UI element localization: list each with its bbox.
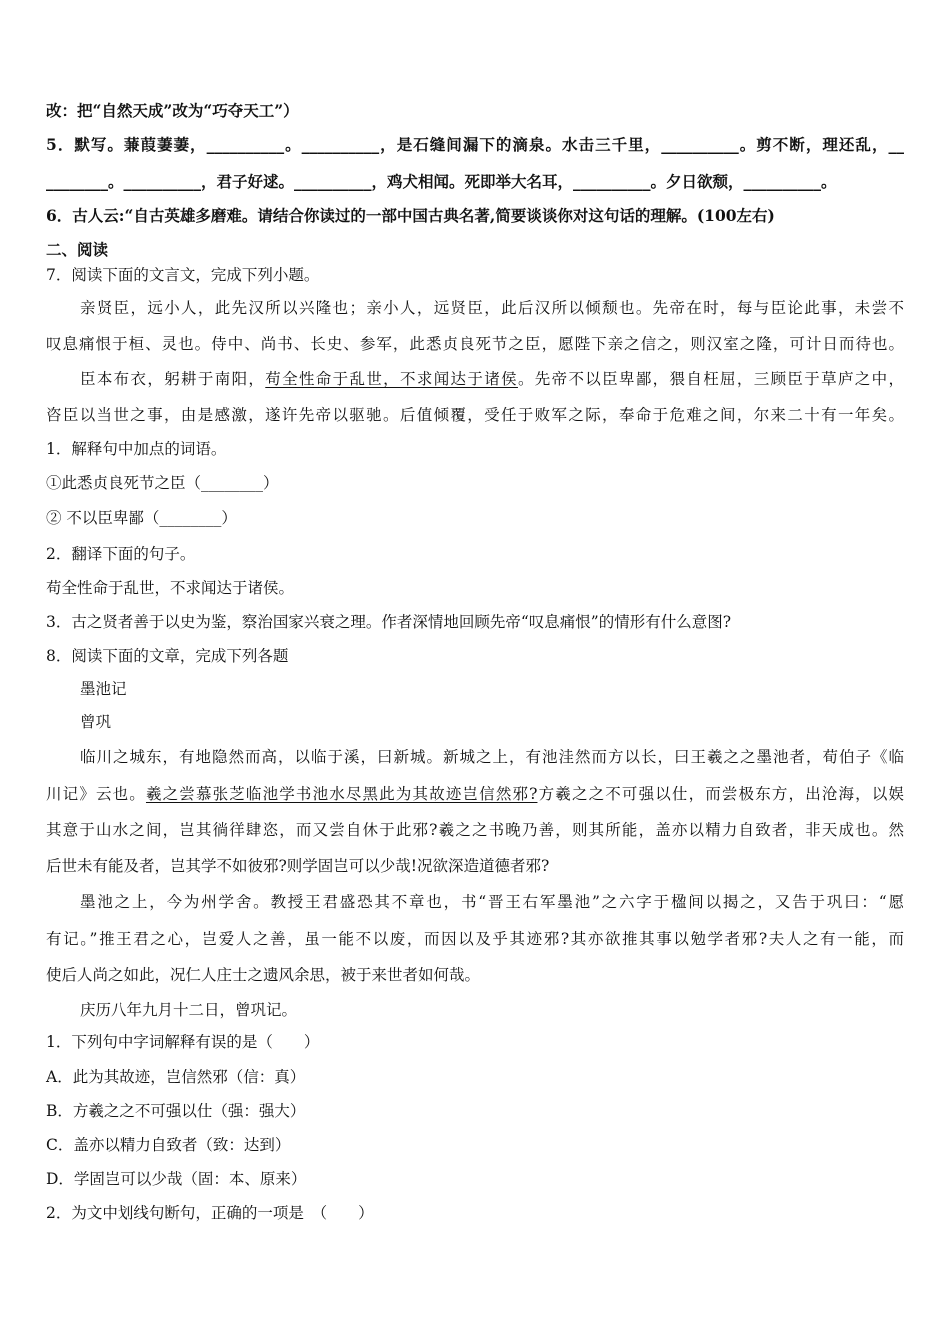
q8-para2-line2: 有记。”推王君之心，岂爱人之善，虽一能不以废，而因以及乎其迹邪?其亦欲推其事以勉学者邪?夫人之有一能，而 [46,930,904,948]
q8-para2-line1: 墨池之上，今为州学舍。教授王君盛恐其不章也，书“晋王右军墨池”之六字于楹间以揭之，又告于巩曰：“愿 [80,893,904,911]
q8-mc1: 1．下列句中字词解释有误的是（ ） [46,1033,320,1051]
q7-sub2-sentence: 苟全性命于乱世，不求闻达于诸侯。 [46,579,295,597]
q8-article-title: 墨池记 [80,680,127,698]
q8-mc2: 2．为文中划线句断句，正确的一项是 （ ） [46,1204,374,1222]
q7-sub1-item-b: ② 不以臣卑鄙（________） [46,509,237,527]
q8-mc1-option-d: D．学固岂可以少哉（固：本、原来） [46,1170,307,1188]
q7-passage-para2-line1: 臣本布衣，躬耕于南阳，苟全性命于乱世，不求闻达于诸侯。先帝不以臣卑鄙，猥自枉屈，三顾臣于草庐之中， [80,370,904,388]
q8-mc1-option-b: B．方羲之之不可强以仕（强：强大） [46,1102,306,1120]
q7-passage-para2-line2: 咨臣以当世之事，由是感激，遂许先帝以驱驰。后值倾覆，受任于败军之际，奉命于危难之间，尔来二十有一年矣。 [46,406,904,424]
section-heading-reading: 二、阅读 [46,240,109,259]
q5-dictation-line-1: 5．默写。蒹葭萋萋，__________。__________，是石缝间漏下的滴泉。水击三千里，__________。剪不断，理还乱，__ [46,135,904,154]
underlined-sentence: 羲之尝慕张芝临池学书池水尽黑此为其故迹岂信然邪? [145,785,538,803]
q8-para1-line4: 后世未有能及者，岂其学不如彼邪?则学固岂可以少哉!况欲深造道德者邪? [46,857,550,875]
q8-para1-line2: 川记》云也。羲之尝慕张芝临池学书池水尽黑此为其故迹岂信然邪?方羲之之不可强以仕，而尝极东方，出沧海，以娱 [46,785,904,803]
q8-mc1-option-a: A．此为其故迹，岂信然邪（信：真） [46,1068,306,1086]
q8-prompt: 8．阅读下面的文章，完成下列各题 [46,647,289,665]
q7-sub3: 3．古之贤者善于以史为鉴，察治国家兴衰之理。作者深情地回顾先帝“叹息痛恨”的情形有什么意图? [46,613,732,631]
underlined-sentence: 苟全性命于乱世，不求闻达于诸侯 [265,370,518,388]
q8-para1-line1: 临川之城东，有地隐然而高，以临于溪，曰新城。新城之上，有池洼然而方以长，曰王羲之之墨池者，荀伯子《临 [80,748,904,766]
q6-question: 6．古人云:“自古英雄多磨难。请结合你读过的一部中国古典名著,简要谈谈你对这句话的理解。(100左右) [46,206,775,225]
q5-dictation-line-2: ________。__________，君子好逑。__________，鸡犬相闻。死即举大名耳，__________。夕日欲颓，__________。 [46,172,837,191]
q7-sub1: 1．解释句中加点的词语。 [46,440,227,458]
q8-date-line: 庆历八年九月十二日，曾巩记。 [80,1001,298,1019]
q4-answer-tail: 改：把“自然天成”改为“巧夺天工”） [46,101,299,120]
q8-article-author: 曾巩 [80,713,112,731]
q7-sub2: 2．翻译下面的句子。 [46,545,196,563]
q8-para2-line3: 使后人尚之如此，况仁人庄士之遗风余思，被于来世者如何哉。 [46,966,481,984]
q7-sub1-item-a: ①此悉贞良死节之臣（________） [46,474,279,492]
q7-prompt: 7．阅读下面的文言文，完成下列小题。 [46,266,320,284]
q8-mc1-option-c: C．盖亦以精力自致者（致：达到） [46,1136,291,1154]
q7-passage-para1-line1: 亲贤臣，远小人，此先汉所以兴隆也；亲小人，远贤臣，此后汉所以倾颓也。先帝在时，每与臣论此事，未尝不 [80,299,904,317]
q8-para1-line3: 其意于山水之间，岂其徜徉肆恣，而又尝自休于此邪?羲之之书晚乃善，则其所能，盖亦以精力自致者，非天成也。然 [46,821,904,839]
q7-passage-para1-line2: 叹息痛恨于桓、灵也。侍中、尚书、长史、参军，此悉贞良死节之臣，愿陛下亲之信之，则汉室之隆，可计日而待也。 [46,335,904,353]
